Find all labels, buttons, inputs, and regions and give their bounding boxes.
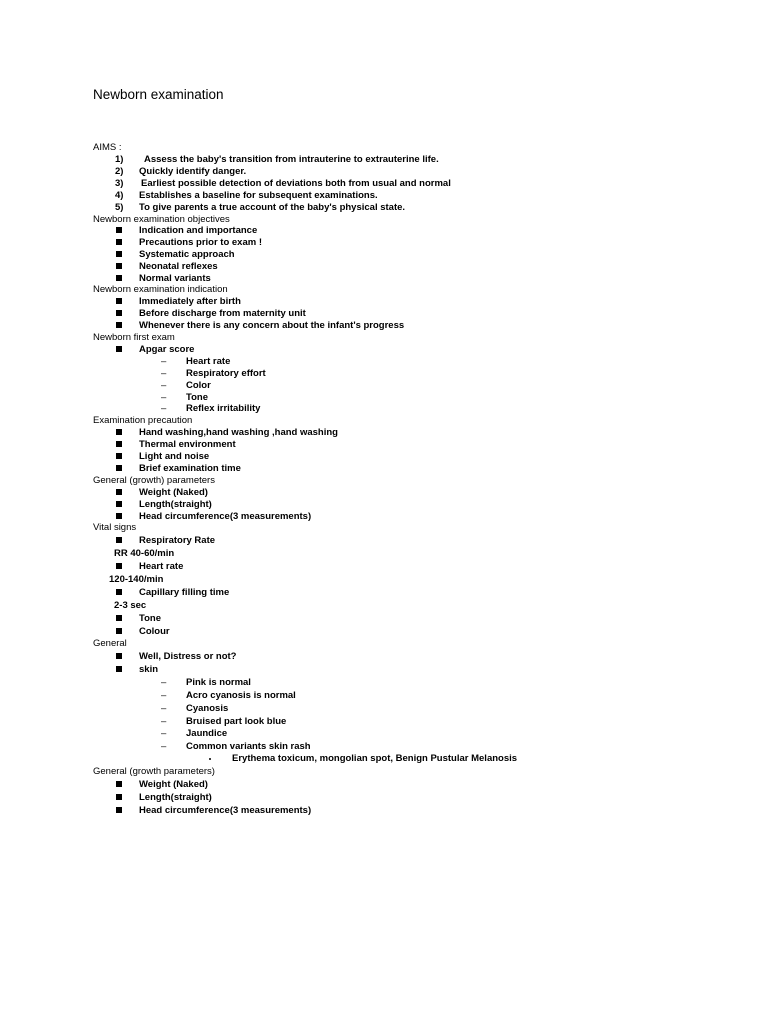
section-heading-first-exam: Newborn first exam <box>93 332 175 343</box>
dash-marker: – <box>161 403 167 414</box>
list-item: Well, Distress or not? <box>139 651 237 662</box>
bullet-square-icon <box>116 615 122 621</box>
list-item: Head circumference(3 measurements) <box>139 511 312 522</box>
list-item: Precautions prior to exam ! <box>139 237 263 248</box>
sub-list-item: Bruised part look blue <box>186 716 287 727</box>
list-item: Capillary filling time <box>139 587 230 598</box>
sub-list-item: Tone <box>186 392 208 403</box>
bullet-square-icon <box>116 794 122 800</box>
dash-marker: – <box>161 380 167 391</box>
list-item: Systematic approach <box>139 249 235 260</box>
sub-list-item: Pink is normal <box>186 677 251 688</box>
sub-list-item: Reflex irritability <box>186 403 261 414</box>
vital-value: 120-140/min <box>109 574 164 585</box>
bullet-square-icon <box>116 251 122 257</box>
dash-marker: – <box>161 703 167 714</box>
bullet-square-icon <box>116 589 122 595</box>
page-title: Newborn examination <box>93 87 224 102</box>
list-item: Weight (Naked) <box>139 487 208 498</box>
vital-value: RR 40-60/min <box>114 548 175 559</box>
bullet-square-icon <box>116 628 122 634</box>
sub-list-item: Cyanosis <box>186 703 229 714</box>
sub-list-item: Respiratory effort <box>186 368 266 379</box>
vital-value: 2-3 sec <box>114 600 147 611</box>
dash-marker: – <box>161 368 167 379</box>
list-item: Normal variants <box>139 273 211 284</box>
section-heading-indication: Newborn examination indication <box>93 284 228 295</box>
dash-marker: – <box>161 690 167 701</box>
bullet-dot-icon <box>209 758 211 760</box>
aim-text: Earliest possible detection of deviations both from usual and normal <box>141 178 451 189</box>
bullet-square-icon <box>116 310 122 316</box>
section-heading-precaution: Examination precaution <box>93 415 193 426</box>
aim-number: 2) <box>115 166 124 177</box>
list-item: Respiratory Rate <box>139 535 216 546</box>
bullet-square-icon <box>116 239 122 245</box>
bullet-square-icon <box>116 501 122 507</box>
bullet-square-icon <box>116 465 122 471</box>
bullet-square-icon <box>116 227 122 233</box>
bullet-square-icon <box>116 275 122 281</box>
list-item: Light and noise <box>139 451 210 462</box>
bullet-square-icon <box>116 537 122 543</box>
list-item: Tone <box>139 613 161 624</box>
dash-marker: – <box>161 716 167 727</box>
sub-list-item: Color <box>186 380 211 391</box>
list-item: Apgar score <box>139 344 195 355</box>
section-heading-objectives: Newborn examination objectives <box>93 214 230 225</box>
aim-number: 5) <box>115 202 124 213</box>
section-heading-vitals: Vital signs <box>93 522 137 533</box>
list-item: Colour <box>139 626 170 637</box>
dash-marker: – <box>161 728 167 739</box>
list-item: Thermal environment <box>139 439 236 450</box>
bullet-square-icon <box>116 346 122 352</box>
aims-heading: AIMS : <box>93 142 122 153</box>
bullet-square-icon <box>116 807 122 813</box>
aim-text: Quickly identify danger. <box>139 166 247 177</box>
list-item: Head circumference(3 measurements) <box>139 805 312 816</box>
aim-number: 1) <box>115 154 124 165</box>
dash-marker: – <box>161 741 167 752</box>
list-item: Indication and importance <box>139 225 258 236</box>
bullet-square-icon <box>116 666 122 672</box>
bullet-square-icon <box>116 653 122 659</box>
aim-text: Assess the baby's transition from intrauterine to extrauterine life. <box>144 154 439 165</box>
list-item: Whenever there is any concern about the infant's progress <box>139 320 405 331</box>
sub-list-item: Common variants skin rash <box>186 741 311 752</box>
bullet-square-icon <box>116 263 122 269</box>
sub-list-item: Acro cyanosis is normal <box>186 690 296 701</box>
section-heading-growth: General (growth) parameters <box>93 475 215 486</box>
list-item: Neonatal reflexes <box>139 261 218 272</box>
dash-marker: – <box>161 677 167 688</box>
list-item: Hand washing,hand washing ,hand washing <box>139 427 338 438</box>
dash-marker: – <box>161 392 167 403</box>
sub-list-item: Jaundice <box>186 728 228 739</box>
aim-number: 4) <box>115 190 124 201</box>
bullet-square-icon <box>116 489 122 495</box>
section-heading-growth-2: General (growth parameters) <box>93 766 215 777</box>
bullet-square-icon <box>116 781 122 787</box>
list-item: Brief examination time <box>139 463 241 474</box>
sub-list-item: Heart rate <box>186 356 231 367</box>
list-item: Heart rate <box>139 561 184 572</box>
bullet-square-icon <box>116 298 122 304</box>
list-item: Length(straight) <box>139 499 212 510</box>
dash-marker: – <box>161 356 167 367</box>
list-item: Immediately after birth <box>139 296 241 307</box>
list-item: skin <box>139 664 159 675</box>
list-item: Length(straight) <box>139 792 212 803</box>
bullet-square-icon <box>116 453 122 459</box>
aim-text: To give parents a true account of the baby's physical state. <box>139 202 406 213</box>
sub-sub-list-item: Erythema toxicum, mongolian spot, Benign Pustular Melanosis <box>232 753 518 764</box>
list-item: Before discharge from maternity unit <box>139 308 306 319</box>
bullet-square-icon <box>116 322 122 328</box>
bullet-square-icon <box>116 441 122 447</box>
bullet-square-icon <box>116 429 122 435</box>
bullet-square-icon <box>116 563 122 569</box>
list-item: Weight (Naked) <box>139 779 208 790</box>
aim-number: 3) <box>115 178 124 189</box>
bullet-square-icon <box>116 513 122 519</box>
section-heading-general: General <box>93 638 127 649</box>
aim-text: Establishes a baseline for subsequent examinations. <box>139 190 378 201</box>
